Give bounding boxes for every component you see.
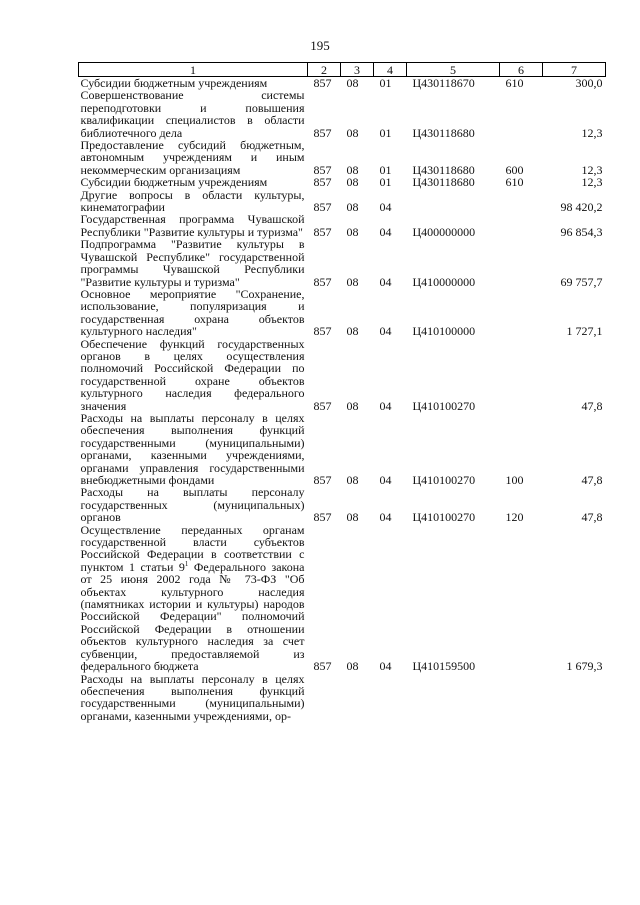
table-row: [79, 486, 606, 523]
table-body: [79, 77, 606, 723]
row-subsection-code: 01: [379, 162, 392, 177]
table-row: [79, 338, 606, 412]
budget-table: [78, 62, 606, 722]
row-target-code: Ц410000000: [412, 274, 476, 289]
row-ministry-code: 857: [313, 200, 332, 215]
row-amount: 47,8: [581, 398, 603, 413]
row-target-code: Ц430118680: [412, 125, 475, 140]
row-amount: 69 757,7: [560, 274, 603, 289]
row-target-code: Ц430118670: [412, 76, 475, 90]
row-name: Расходы на выплаты персоналу в целях обеспечения выполнения функций государственными (муниципальными) органами, казенными учреждениями, ор-: [80, 671, 305, 723]
row-expense-type: [500, 338, 543, 412]
row-expense-type: 100: [505, 473, 524, 487]
row-subsection-code: 04: [379, 224, 392, 239]
table-row: [79, 673, 606, 723]
row-amount: 300,0: [575, 76, 603, 90]
row-name: Подпрограмма "Развитие культуры в Чувашской Республике" государственной программы Чувашской Республики "Развитие культуры и туризма": [80, 237, 305, 289]
row-name: Субсидии бюджетным учреждениям: [80, 76, 268, 90]
row-subsection-code: 04: [379, 659, 392, 674]
row-target-code: Ц410100270: [412, 473, 476, 487]
table-row: [79, 139, 606, 176]
row-expense-type: [500, 288, 543, 338]
row-ministry-code: 857: [313, 659, 332, 674]
row-section-code: 08: [346, 76, 359, 90]
table-row: [79, 89, 606, 139]
header-col-3: 3: [341, 63, 374, 77]
row-ministry-code: [308, 673, 341, 723]
article-superscript: 1: [184, 559, 189, 568]
header-col-1: 1: [79, 63, 308, 77]
row-ministry-code: 857: [313, 76, 332, 90]
row-target-code: Ц410100000: [412, 324, 476, 339]
row-section-code: 08: [346, 659, 359, 674]
row-subsection-code: 01: [379, 175, 392, 190]
row-ministry-code: 857: [313, 324, 332, 339]
row-ministry-code: 857: [313, 473, 332, 487]
row-expense-type: 120: [505, 510, 524, 525]
row-target-code: Ц400000000: [412, 224, 476, 239]
header-col-4: 4: [374, 63, 407, 77]
row-name: Субсидии бюджетным учреждениям: [80, 175, 268, 190]
row-expense-type: [500, 673, 543, 723]
table-row: [79, 412, 606, 486]
row-section-code: 08: [346, 324, 359, 339]
row-amount: 12,3: [581, 175, 603, 190]
row-ministry-code: 857: [313, 274, 332, 289]
row-expense-type: [500, 89, 543, 139]
row-ministry-code: 857: [313, 175, 332, 190]
row-name: Расходы на выплаты персоналу государственных (муниципальных) органов: [80, 485, 305, 525]
row-amount: 12,3: [581, 162, 603, 177]
row-subsection-code: 04: [379, 200, 392, 215]
row-expense-type: 610: [505, 76, 524, 90]
row-ministry-code: 857: [313, 162, 332, 177]
row-expense-type: [500, 213, 543, 238]
row-target-code: [407, 189, 500, 214]
row-amount: 47,8: [581, 473, 603, 487]
table-row: [79, 213, 606, 238]
table-row: [79, 288, 606, 338]
row-amount: 96 854,3: [560, 224, 603, 239]
row-name: Совершенствование системы переподготовки и повышения квалификации специалистов в области библиотечного дела: [80, 88, 305, 140]
header-col-7: 7: [543, 63, 606, 77]
row-subsection-code: 04: [379, 274, 392, 289]
row-section-code: 08: [346, 510, 359, 525]
row-amount: 98 420,2: [560, 200, 603, 215]
header-col-6: 6: [500, 63, 543, 77]
row-amount: 1 679,3: [566, 659, 603, 674]
row-name: Государственная программа Чувашской Республики "Развитие культуры и туризма": [80, 212, 305, 239]
row-subsection-code: 04: [379, 473, 392, 487]
row-ministry-code: 857: [313, 125, 332, 140]
row-name: Основное мероприятие "Сохранение, использование, популяризация и государственная охрана объектов культурного наследия": [80, 286, 305, 339]
row-name-part: Федерального закона от 25 июня 2002 года № 73-ФЗ "Об объектах культурного наследия (памятниках истории и культуры) народов Российской Федерации" полномочий Российской Федерации в отношении объектов культурного наследия за счет субвенции, предоставляемой из федерального бюджета: [80, 559, 305, 674]
row-section-code: 08: [346, 274, 359, 289]
table-row: [79, 189, 606, 214]
row-target-code: Ц430118680: [412, 175, 475, 190]
row-name-part: Осуществление переданных органам государственной власти субъектов Российской Федерации в соответствии с пунктом 1 статьи 9: [80, 522, 305, 574]
row-subsection-code: [374, 673, 407, 723]
header-col-2: 2: [308, 63, 341, 77]
row-name: Обеспечение функций государственных органов в целях осуществления полномочий Российской Федерации по государственной охране объектов культурного наследия федерального значения: [80, 336, 305, 413]
row-section-code: 08: [346, 398, 359, 413]
row-subsection-code: 04: [379, 510, 392, 525]
row-expense-type: [500, 524, 543, 673]
row-name: Предоставление субсидий бюджетным, автономным учреждениям и иным некоммерческим организациям: [80, 138, 305, 177]
row-section-code: 08: [346, 224, 359, 239]
row-target-code: [407, 673, 500, 723]
table-row: [79, 176, 606, 188]
row-subsection-code: 01: [379, 125, 392, 140]
row-section-code: 08: [346, 162, 359, 177]
row-subsection-code: 01: [379, 76, 392, 90]
row-section-code: 08: [346, 175, 359, 190]
row-expense-type: [500, 238, 543, 288]
table-row: [79, 238, 606, 288]
table-header: [79, 63, 606, 77]
row-name: Другие вопросы в области культуры, кинематографии: [80, 187, 305, 215]
row-ministry-code: 857: [313, 398, 332, 413]
row-target-code: Ц410159500: [412, 659, 476, 674]
row-subsection-code: 04: [379, 324, 392, 339]
row-ministry-code: 857: [313, 224, 332, 239]
row-section-code: [341, 673, 374, 723]
header-row: [79, 63, 606, 77]
row-name: Расходы на выплаты персоналу в целях обеспечения выполнения функций государственными (муниципальными) органами, казенными учреждениями, органами управления государственными внебюджетными фондами: [80, 410, 305, 487]
row-expense-type: [500, 189, 543, 214]
row-section-code: 08: [346, 473, 359, 487]
row-amount: 12,3: [581, 125, 603, 140]
row-section-code: 08: [346, 125, 359, 140]
row-target-code: Ц430118680: [412, 162, 475, 177]
table-row: [79, 524, 606, 673]
row-target-code: Ц410100270: [412, 398, 476, 413]
row-amount: [543, 673, 606, 723]
row-expense-type: 600: [505, 162, 524, 177]
header-col-5: 5: [407, 63, 500, 77]
row-ministry-code: 857: [313, 510, 332, 525]
page-number: 195: [310, 38, 330, 53]
row-name: [79, 524, 308, 673]
row-expense-type: 610: [505, 175, 524, 190]
row-section-code: 08: [346, 200, 359, 215]
row-amount: 1 727,1: [566, 324, 603, 339]
row-target-code: Ц410100270: [412, 510, 476, 525]
row-amount: 47,8: [581, 510, 603, 525]
row-subsection-code: 04: [379, 398, 392, 413]
